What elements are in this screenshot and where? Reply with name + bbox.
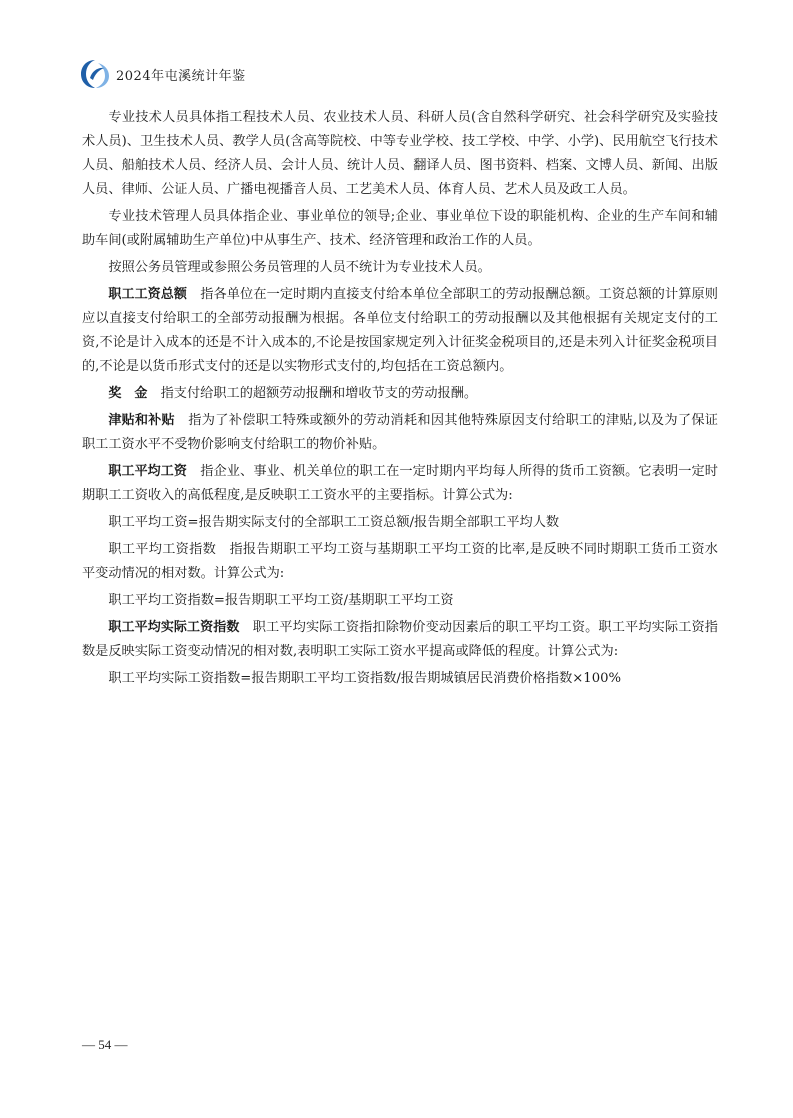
paragraph: 职工平均工资指数 指报告期职工平均工资与基期职工平均工资的比率,是反映不同时期职工货币工资水平变动情况的相对数。计算公式为: (82, 542, 718, 581)
formula: 职工平均工资指数=报告期职工平均工资/基期职工平均工资 (108, 593, 454, 608)
paragraph: 专业技术人员具体指工程技术人员、农业技术人员、科研人员(含自然科学研究、社会科学研究及实验技术人员)、卫生技术人员、教学人员(含高等院校、中等专业学校、技工学校、中学、小学)、民用航空飞行技术人员、船舶技术人员、经济人员、会计人员、统计人员、翻译人员、图书资料、档案、文博人员、新闻、出版人员、律师、公证人员、广播电视播音人员、工艺美术人员、体育人员、艺术人员及政工人员。 (82, 110, 718, 197)
document-body (82, 106, 718, 694)
term-heading: 职工平均实际工资指数 (108, 620, 240, 635)
term-definition: 指为了补偿职工特殊或额外的劳动消耗和因其他特殊原因支付给职工的津贴,以及为了保证职工工资水平不受物价影响支付给职工的物价补贴。 (82, 413, 718, 452)
paragraph (82, 283, 718, 379)
term-definition: 指各单位在一定时期内直接支付给本单位全部职工的劳动报酬总额。工资总额的计算原则应以直接支付给职工的全部劳动报酬为根据。各单位支付给职工的劳动报酬以及其他根据有关规定支付的工资,不论是计入成本的还是不计入成本的,不论是按国家规定列入计征奖金税项目的,还是未列入计征奖金税项目的,不论是以货币形式支付的还是以实物形式支付的,均包括在工资总额内。 (82, 287, 718, 374)
paragraph: 专业技术管理人员具体指企业、事业单位的领导;企业、事业单位下设的职能机构、企业的生产车间和辅助车间(或附属辅助生产单位)中从事生产、技术、经济管理和政治工作的人员。 (82, 209, 718, 248)
term-definition: 指支付给职工的超额劳动报酬和增收节支的劳动报酬。 (147, 386, 478, 401)
formula: 职工平均工资=报告期实际支付的全部职工工资总额/报告期全部职工平均人数 (108, 515, 560, 530)
page-header (78, 57, 246, 91)
paragraph (82, 616, 718, 664)
term-heading: 职工平均工资 (108, 464, 187, 479)
term-heading: 津贴和补贴 (108, 413, 175, 428)
paragraph (82, 382, 718, 406)
formula: 职工平均实际工资指数=报告期职工平均工资指数/报告期城镇居民消费价格指数×100% (108, 671, 622, 686)
paragraph (82, 409, 718, 457)
term-heading: 奖 金 (108, 386, 148, 401)
yearbook-title: 2024年屯溪统计年鉴 (116, 68, 246, 84)
yearbook-logo-icon (78, 57, 112, 91)
paragraph (82, 460, 718, 508)
paragraph: 按照公务员管理或参照公务员管理的人员不统计为专业技术人员。 (108, 260, 491, 275)
term-definition: 职工平均实际工资指扣除物价变动因素后的职工平均工资。职工平均实际工资指数是反映实际工资变动情况的相对数,表明职工实际工资水平提高或降低的程度。计算公式为: (82, 620, 718, 659)
page-number: — 54 — (82, 1037, 128, 1052)
term-definition: 指企业、事业、机关单位的职工在一定时期内平均每人所得的货币工资额。它表明一定时期职工工资收入的高低程度,是反映职工工资水平的主要指标。计算公式为: (82, 464, 718, 503)
term-heading: 职工工资总额 (108, 287, 187, 302)
